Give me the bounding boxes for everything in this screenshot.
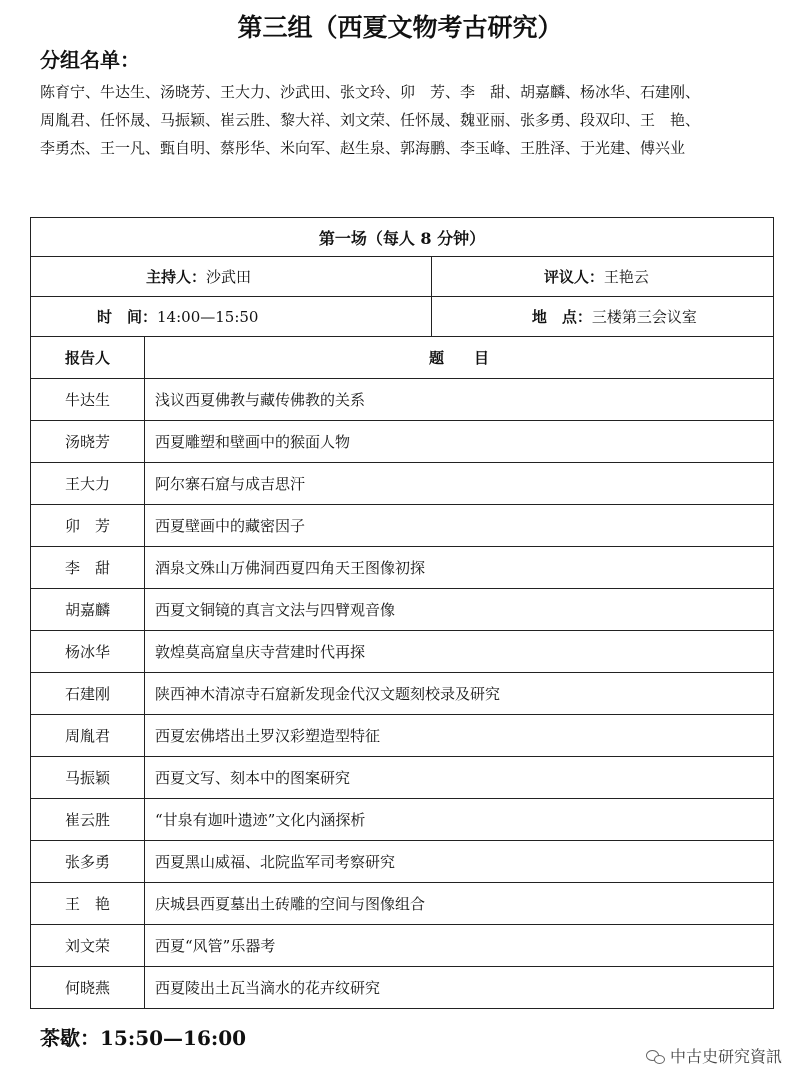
topic-cell: 西夏宏佛塔出土罗汉彩塑造型特征 bbox=[145, 715, 774, 757]
topic-cell: “甘泉有迦叶遗迹”文化内涵探析 bbox=[145, 799, 774, 841]
table-row bbox=[31, 757, 774, 799]
schedule-table bbox=[30, 217, 774, 1009]
topic-cell: 西夏壁画中的藏密因子 bbox=[145, 505, 774, 547]
table-row bbox=[31, 547, 774, 589]
session-title: 第一场（每人 8 分钟） bbox=[31, 218, 774, 257]
topic-cell: 阿尔寨石窟与成吉思汗 bbox=[145, 463, 774, 505]
reporter-cell: 牛达生 bbox=[31, 379, 145, 421]
time-label: 时 间： bbox=[97, 308, 158, 326]
table-row bbox=[31, 505, 774, 547]
reporter-cell: 刘文荣 bbox=[31, 925, 145, 967]
reviewer-cell bbox=[431, 257, 773, 297]
table-row bbox=[31, 589, 774, 631]
host-label: 主持人： bbox=[146, 268, 207, 286]
member-line: 李勇杰、王一凡、甄自明、蔡彤华、米向军、赵生泉、郭海鹏、李玉峰、王胜泽、于光建、傅兴业 bbox=[40, 139, 686, 157]
table-row bbox=[31, 967, 774, 1009]
group-list-label: 分组名单： bbox=[40, 48, 140, 72]
reporter-cell: 周胤君 bbox=[31, 715, 145, 757]
table-row bbox=[31, 463, 774, 505]
tea-break: 茶歇：15:50—16:00 bbox=[40, 1026, 247, 1050]
reviewer-label: 评议人： bbox=[543, 268, 604, 286]
table-row bbox=[31, 631, 774, 673]
time-cell bbox=[31, 297, 432, 337]
table-row bbox=[31, 883, 774, 925]
topic-cell: 西夏文写、刻本中的图案研究 bbox=[145, 757, 774, 799]
reporter-cell: 李 甜 bbox=[31, 547, 145, 589]
place-label: 地 点： bbox=[531, 308, 592, 326]
table-row bbox=[31, 925, 774, 967]
host-cell bbox=[31, 257, 432, 297]
table-row bbox=[31, 673, 774, 715]
reviewer-name: 王艳云 bbox=[603, 268, 649, 286]
table-row bbox=[31, 799, 774, 841]
place-cell bbox=[431, 297, 773, 337]
wechat-icon bbox=[646, 1049, 664, 1063]
reporter-cell: 汤晓芳 bbox=[31, 421, 145, 463]
topic-header: 题 目 bbox=[145, 337, 774, 379]
reporter-cell: 王大力 bbox=[31, 463, 145, 505]
table-row bbox=[31, 379, 774, 421]
member-line: 陈育宁、牛达生、汤晓芳、王大力、沙武田、张文玲、卯 芳、李 甜、胡嘉麟、杨冰华、石建刚、 bbox=[40, 83, 701, 101]
topic-cell: 敦煌莫高窟皇庆寺营建时代再探 bbox=[145, 631, 774, 673]
topic-cell: 西夏雕塑和壁画中的猴面人物 bbox=[145, 421, 774, 463]
reporter-cell: 何晓燕 bbox=[31, 967, 145, 1009]
table-row bbox=[31, 715, 774, 757]
table-row bbox=[31, 841, 774, 883]
topic-cell: 浅议西夏佛教与藏传佛教的关系 bbox=[145, 379, 774, 421]
reporter-cell: 崔云胜 bbox=[31, 799, 145, 841]
reporter-header: 报告人 bbox=[31, 337, 145, 379]
watermark bbox=[646, 1044, 782, 1067]
schedule-rows bbox=[31, 379, 774, 1009]
topic-cell: 西夏黑山威福、北院监军司考察研究 bbox=[145, 841, 774, 883]
topic-cell: 西夏文铜镜的真言文法与四臂观音像 bbox=[145, 589, 774, 631]
topic-cell: 陕西神木清凉寺石窟新发现金代汉文题刻校录及研究 bbox=[145, 673, 774, 715]
member-line: 周胤君、任怀晟、马振颖、崔云胜、黎大祥、刘文荣、任怀晟、魏亚丽、张多勇、段双印、王 艳、 bbox=[40, 111, 701, 129]
topic-cell: 酒泉文殊山万佛洞西夏四角天王图像初探 bbox=[145, 547, 774, 589]
table-row bbox=[31, 421, 774, 463]
topic-cell: 西夏陵出土瓦当滴水的花卉纹研究 bbox=[145, 967, 774, 1009]
reporter-cell: 石建刚 bbox=[31, 673, 145, 715]
document-title: 第三组（西夏文物考古研究） bbox=[237, 13, 563, 42]
reporter-cell: 马振颖 bbox=[31, 757, 145, 799]
reporter-cell: 王 艳 bbox=[31, 883, 145, 925]
member-list bbox=[40, 78, 800, 162]
host-name: 沙武田 bbox=[206, 268, 252, 286]
topic-cell: 庆城县西夏墓出土砖雕的空间与图像组合 bbox=[145, 883, 774, 925]
time-value: 14:00—15:50 bbox=[157, 308, 259, 326]
reporter-cell: 杨冰华 bbox=[31, 631, 145, 673]
watermark-text: 中古史研究資訊 bbox=[669, 1047, 782, 1066]
topic-cell: 西夏“风管”乐器考 bbox=[145, 925, 774, 967]
place-value: 三楼第三会议室 bbox=[591, 308, 697, 326]
reporter-cell: 卯 芳 bbox=[31, 505, 145, 547]
reporter-cell: 胡嘉麟 bbox=[31, 589, 145, 631]
reporter-cell: 张多勇 bbox=[31, 841, 145, 883]
